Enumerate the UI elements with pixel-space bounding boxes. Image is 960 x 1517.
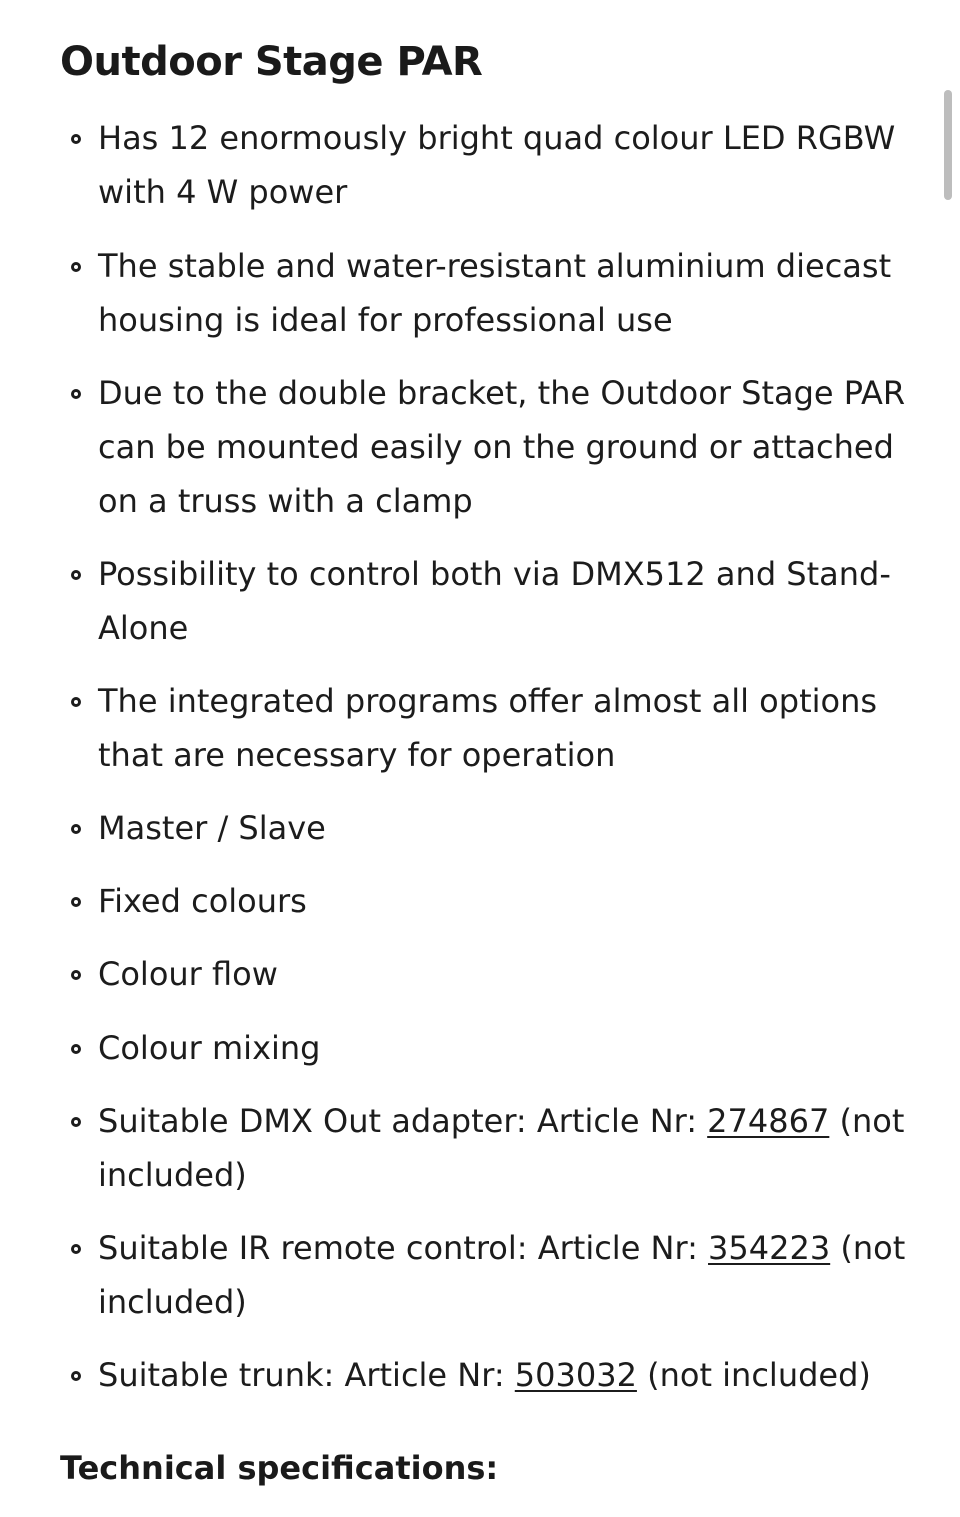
feature-text: Suitable IR remote control: Article Nr: [98, 1229, 709, 1267]
feature-text: on a truss with a clamp [98, 482, 473, 520]
feature-text: Colour flow [98, 955, 278, 993]
bullet-icon [71, 697, 81, 707]
feature-text: housing is ideal for professional use [98, 301, 673, 339]
bullet-icon [71, 1371, 81, 1381]
bullet-icon [71, 570, 81, 580]
feature-text: Possibility to control both via DMX512 and Stand- [98, 555, 891, 593]
feature-text: Fixed colours [98, 882, 307, 920]
feature-text: Alone [98, 609, 189, 647]
feature-text: Master / Slave [98, 809, 326, 847]
feature-text: with 4 W power [98, 173, 348, 211]
article-link-354223[interactable]: 354223 [708, 1229, 831, 1267]
bullet-icon [71, 1117, 81, 1127]
bullet-icon [71, 134, 81, 144]
page-title: Outdoor Stage PAR [60, 39, 483, 85]
feature-text: Colour mixing [98, 1029, 321, 1067]
bullet-icon [71, 262, 81, 272]
feature-text: The stable and water-resistant aluminium diecast [98, 247, 892, 285]
bullet-icon [71, 970, 81, 980]
feature-text: (not [829, 1102, 905, 1140]
scrollbar-thumb[interactable] [944, 90, 952, 200]
feature-text: that are necessary for operation [98, 736, 616, 774]
feature-text: (not included) [636, 1356, 871, 1394]
article-link-274867[interactable]: 274867 [707, 1102, 830, 1140]
feature-text: Due to the double bracket, the Outdoor Stage PAR [98, 374, 906, 412]
feature-text: included) [98, 1156, 247, 1194]
feature-text: Suitable DMX Out adapter: Article Nr: [98, 1102, 708, 1140]
bullet-icon [71, 897, 81, 907]
feature-text: The integrated programs offer almost all options [98, 682, 878, 720]
technical-specifications-heading: Technical specifications: [60, 1449, 499, 1487]
bullet-icon [71, 824, 81, 834]
feature-text: (not [830, 1229, 906, 1267]
feature-text: Has 12 enormously bright quad colour LED RGBW [98, 119, 896, 157]
feature-text: Suitable trunk: Article Nr: [98, 1356, 515, 1394]
bullet-icon [71, 1244, 81, 1254]
feature-text: included) [98, 1283, 247, 1321]
article-link-503032[interactable]: 503032 [514, 1356, 637, 1394]
bullet-icon [71, 1044, 81, 1054]
bullet-icon [71, 389, 81, 399]
feature-text: can be mounted easily on the ground or attached [98, 428, 894, 466]
